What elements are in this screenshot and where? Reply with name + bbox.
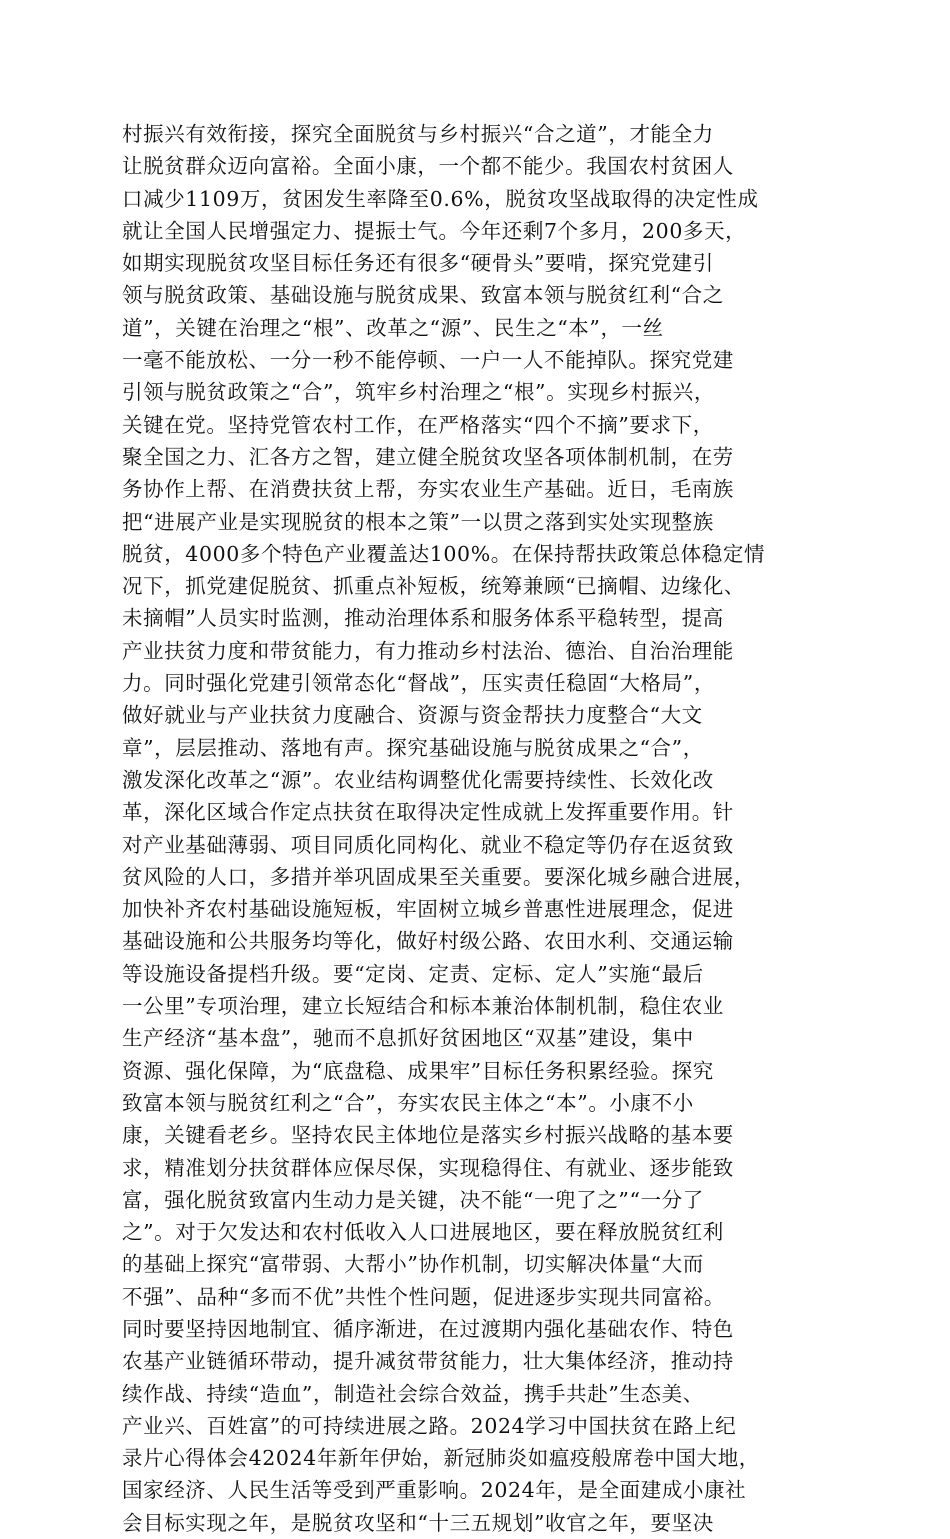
text-line: 如期实现脱贫攻坚目标任务还有很多“硬骨头”要啃，探究党建引	[122, 251, 714, 276]
text-line: 等设施设备提档升级。要“定岗、定责、定标、定人”实施“最后	[122, 961, 704, 986]
text-line: 不强”、品种“多而不优”共性个性问题，促进逐步实现共同富裕。	[122, 1284, 725, 1309]
text-line: 资源、强化保障，为“底盘稳、成果牢”目标任务积累经验。探究	[122, 1058, 714, 1083]
text-line: 务协作上帮、在消费扶贫上帮，夯实农业生产基础。近日，毛南族	[122, 477, 734, 502]
text-line: 做好就业与产业扶贫力度融合、资源与资金帮扶力度整合“大文	[122, 703, 703, 728]
text-line: 未摘帽”人员实时监测，推动治理体系和服务体系平稳转型，提高	[122, 606, 724, 631]
text-line: 康，关键看老乡。坚持农民主体地位是落实乡村振兴战略的基本要	[122, 1123, 734, 1148]
text-line: 激发深化改革之“源”。农业结构调整优化需要持续性、长效化改	[122, 767, 714, 792]
body-text	[122, 118, 832, 1539]
text-line: 致富本领与脱贫红利之“合”，夯实农民主体之“本”。小康不小	[122, 1090, 694, 1115]
text-line: 之”。对于欠发达和农村低收入人口进展地区，要在释放脱贫红利	[122, 1220, 724, 1245]
text-line: 领与脱贫政策、基础设施与脱贫成果、致富本领与脱贫红利“合之	[122, 283, 724, 308]
text-line: 聚全国之力、汇各方之智，建立健全脱贫攻坚各项体制机制，在劳	[122, 444, 734, 469]
text-line: 国家经济、人民生活等受到严重影响。2024年，是全面建成小康社	[122, 1478, 747, 1503]
text-line: 就让全国人民增强定力、提振士气。今年还剩7个多月，200多天，	[122, 218, 747, 243]
text-line: 续作战、持续“造血”，制造社会综合效益，携手共赴”生态美、	[122, 1381, 704, 1406]
text-line: 脱贫，4000多个特色产业覆盖达100%。在保持帮扶政策总体稳定情	[122, 541, 766, 566]
text-line: 录片心得体会42024年新年伊始，新冠肺炎如瘟疫般席卷中国大地，	[122, 1446, 760, 1471]
text-line: 关键在党。坚持党管农村工作，在严格落实“四个不摘”要求下，	[122, 412, 714, 437]
text-line: 一公里”专项治理，建立长短结合和标本兼治体制机制，稳住农业	[122, 994, 724, 1019]
text-line: 对产业基础薄弱、项目同质化同构化、就业不稳定等仍存在返贫致	[122, 832, 734, 857]
text-line: 生产经济“基本盘”，驰而不息抓好贫困地区“双基”建设，集中	[122, 1026, 694, 1051]
text-line: 的基础上探究“富带弱、大帮小”协作机制，切实解决体量“大而	[122, 1252, 704, 1277]
text-line: 基础设施和公共服务均等化，做好村级公路、农田水利、交通运输	[122, 929, 734, 954]
text-line: 产业兴、百姓富”的可持续进展之路。2024学习中国扶贫在路上纪	[122, 1413, 737, 1438]
text-line: 贫风险的人口，多措并举巩固成果至关重要。要深化城乡融合进展，	[122, 864, 755, 889]
text-line: 力。同时强化党建引领常态化“督战”，压实责任稳固“大格局”，	[122, 671, 715, 696]
text-line: 一毫不能放松、一分一秒不能停顿、一户一人不能掉队。探究党建	[122, 348, 734, 373]
text-line: 同时要坚持因地制宜、循序渐进，在过渡期内强化基础农作、特色	[122, 1316, 734, 1341]
text-line: 产业扶贫力度和带贫能力，有力推动乡村法治、德治、自治治理能	[122, 638, 734, 663]
text-line: 村振兴有效衔接，探究全面脱贫与乡村振兴“合之道”，才能全力	[122, 122, 714, 146]
text-line: 加快补齐农村基础设施短板，牢固树立城乡普惠性进展理念，促进	[122, 897, 734, 922]
text-line: 况下，抓党建促脱贫、抓重点补短板，统筹兼顾“已摘帽、边缘化、	[122, 574, 745, 599]
text-line: 会目标实现之年，是脱贫攻坚和“十三五规划”收官之年，要坚决	[122, 1510, 714, 1535]
text-line: 求，精准划分扶贫群体应保尽保，实现稳得住、有就业、逐步能致	[122, 1155, 734, 1180]
text-line: 口减少1109万，贫困发生率降至0.6%，脱贫攻坚战取得的决定性成	[122, 186, 759, 211]
text-line: 章”，层层推动、落地有声。探究基础设施与脱贫成果之“合”，	[122, 735, 704, 760]
text-line: 让脱贫群众迈向富裕。全面小康，一个都不能少。我国农村贫困人	[122, 154, 734, 179]
text-line: 革，深化区域合作定点扶贫在取得决定性成就上发挥重要作用。针	[122, 800, 734, 825]
text-line: 引领与脱贫政策之“合”，筑牢乡村治理之“根”。实现乡村振兴，	[122, 380, 715, 405]
text-line: 富，强化脱贫致富内生动力是关键，决不能“一兜了之”“一分了	[122, 1187, 704, 1212]
text-line: 把“进展产业是实现脱贫的根本之策”一以贯之落到实处实现整族	[122, 509, 714, 534]
text-line: 道”，关键在治理之“根”、改革之“源”、民生之“本”，一丝	[122, 315, 664, 340]
text-line: 农基产业链循环带动，提升减贫带贫能力，壮大集体经济，推动持	[122, 1349, 734, 1374]
